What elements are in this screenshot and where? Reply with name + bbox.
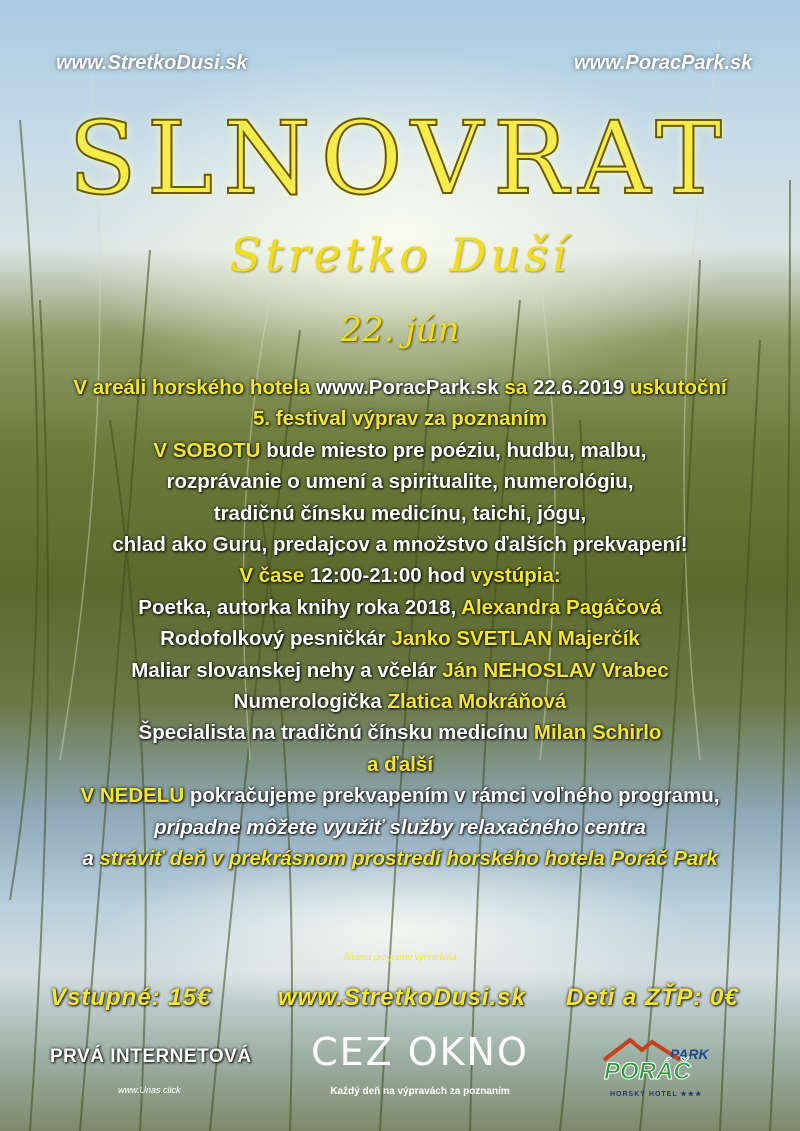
intro-takes-place: uskutoční [629,376,727,399]
entry-price: Vstupné: 15€ [50,984,212,1011]
logo-park-text: PARK [670,1046,709,1062]
performer-2 [0,623,800,654]
porac-park-logo [600,1034,730,1114]
performer-1 [0,592,800,623]
performer-2-role: Rodofolkový pesničkár [160,627,386,651]
program-line-4: rozprávanie o umení a spiritualite, numerológiu, [166,470,634,494]
performer-1-role: Poetka, autorka knihy roka 2018, [138,595,457,619]
program-line-5: tradičnú čínsku medicínu, taichi, jógu, [213,501,587,525]
sponsor-prva-internetova: PRVÁ INTERNETOVÁ [50,1046,252,1067]
event-subtitle: Stretko Duší [229,228,571,282]
website-link-left[interactable]: www.StretkoDusi.sk [56,52,248,74]
performer-3 [0,655,800,686]
performer-3-role: Maliar slovanskej nehy a včelár [131,658,437,682]
performer-5 [0,717,800,748]
program-description [0,372,800,875]
performer-4 [0,686,800,717]
sunday-line-3 [0,843,800,874]
sunday-and: a [82,847,94,871]
sunday-text: pokračujeme prekvapením v rámci voľného programu, [189,784,720,808]
logo-porac-text: PORÁČ [604,1058,691,1085]
festival-date: 22.6.2019 [532,376,625,399]
line-1 [0,372,800,403]
performer-4-name: Zlatica Mokráňová [387,690,567,714]
logo-hotel-text: HORSKÝ HOTEL ★★★ [610,1091,703,1098]
program-line-6: chlad ako Guru, predajcov a množstvo ďalších prekvapení! [112,533,688,557]
event-title: SLNOVRAT [68,100,732,217]
event-date: 22. jún [340,310,460,350]
line-sunday [0,780,800,811]
sponsor-unas-link[interactable]: www.Unas.click [118,1085,181,1095]
hotel-link[interactable]: www.PoracPark.sk [316,376,499,399]
time-label: V čase [239,564,305,588]
kids-price: Deti a ZŤP: 0€ [566,984,739,1011]
sunday-line-2: prípadne môžete využiť služby relaxačného centra [154,815,646,839]
sponsor-cez-okno-logo: CEZ OKNO [311,1030,529,1074]
sponsor-cez-okno-tagline: Každý deň na výpravách za poznaním [330,1086,510,1097]
sunday-spend-day: stráviť deň v prekrásnom prostredí horského hotela Poráč Park [99,847,718,871]
performer-5-role: Špecialista na tradičnú čínsku medicínu [138,721,529,745]
performer-1-name: Alexandra Pagáčová [461,595,662,619]
intro-text: V areáli horského hotela [73,376,311,399]
performers-label: vystúpia: [470,564,561,588]
performer-4-role: Numerologička [233,690,382,714]
line-saturday [0,435,800,466]
time-value: 12:00-21:00 hod [310,564,465,588]
sunday-label: V NEDELU [80,784,185,808]
performer-5-name: Milan Schirlo [533,721,662,745]
performer-3-name: Ján NEHOSLAV Vrabec [442,658,669,682]
line-time [0,560,800,591]
intro-sa: sa [504,376,528,399]
performer-2-name: Janko SVETLAN Majerčík [391,627,640,651]
program-change-note: Zmena programu vyhradená [343,952,457,962]
saturday-label: V SOBOTU [153,438,261,462]
website-link-right[interactable]: www.PoracPark.sk [574,52,753,74]
saturday-text: bude miesto pre poéziu, hudbu, malbu, [266,438,647,462]
festival-edition: 5. festival výprav za poznaním [253,407,547,431]
and-others: a ďalší [366,752,434,776]
footer-website-link[interactable]: www.StretkoDusi.sk [278,984,526,1011]
